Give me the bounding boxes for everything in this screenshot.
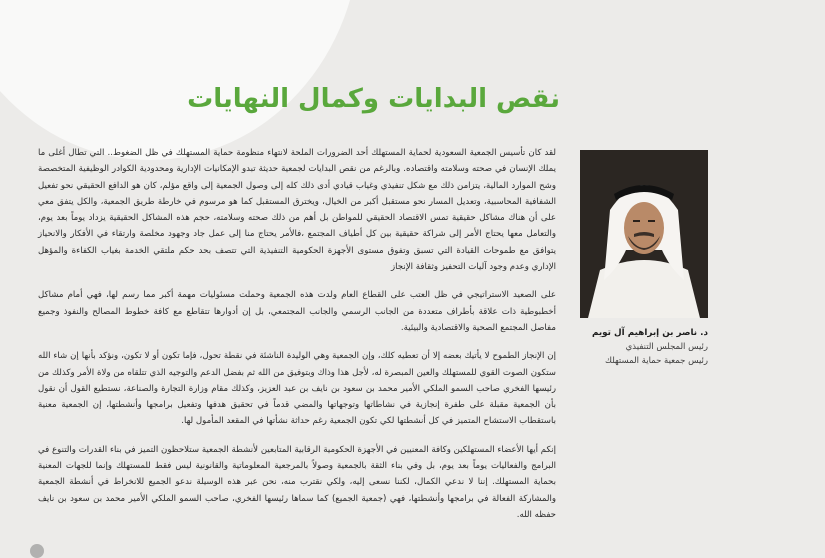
article-title: نقص البدايات وكمال النهايات — [187, 84, 560, 114]
paragraph: إنكم أيها الأعضاء المستهلكين وكافة المعنيين في الأجهزة الحكومية الرقابية المتابعين لأنشطة الجمعية ستلاحظون التميز في بناء القدرات والتنوع في البرامج والفعاليات يوماً بعد يوم، بل وفي بناء الثقة بالجمعية وصولاً بالمرجعية المعلوماتية والقانونية ليس فقط للمستهلك وإنما للجهات المعنية بحماية المستهلك. إننا لا ندعي الكمال، لكننا نسعى إليه، ولكي نقترب منه، نحن عبر هذه الوسيلة ندعو الجميع للانخراط في أنشطة الجمعية والمشاركة الفعالة في برامجها وأنشطتها، فهي (جمعية الجميع) كما سماها رئيسها الفخري، صاحب السمو الملكي الأمير محمد بن سعود بن نايف حفظه الله. — [38, 444, 556, 520]
portrait-illustration — [580, 150, 708, 318]
author-photo — [580, 150, 708, 318]
author-title-president: رئيس جمعية حماية المستهلك — [605, 356, 708, 366]
author-name: د. ناصر بن إبراهيم آل تويم — [591, 328, 708, 338]
paragraph: لقد كان تأسيس الجمعية السعودية لحماية المستهلك أحد الضرورات الملحة لانتهاء منظومة حماية المستهلك في ظل الضغوط.. التي تطال أغلى ما يملك الإنسان في صحته وسلامته واقتصاده. وبالرغم من نقص البدايات لجمعية حديثة تبدو الإمكانيات الإدارية ومحدودية الكوادر الوظيفية المتخصصة وشح الموارد المالية، يتزامن ذلك مع شكل تنفيذي وغياب قيادي أدى ذلك كله إلى وصول الجمعية إلى واقع مؤلم، كان هو الدافع الحقيقي نحو تفعيل الشفافية المحاسبية، وتعديل المسار نحو مستقبل أكبر من الخيال، ويخترق المستقبل كما هو مرسوم في خارطة طريق الجمعية، والكل يتفق معي على أن هناك مشاكل حقيقية تمس الاقتصاد الحقيقي للمواطن بل أهم من ذلك صحته وسلامته، حجم هذه المشاكل الحقيقية يزداد يوماً بعد يوم، والتعامل معها يحتاج الأمر إلى شراكة حقيقية بين كل أطياف المجتمع ،فالأمر يحتاج منا إلى عمل جاد وجهود مخلصة وارتقاء في الأفكار والانحياز يتوافق مع طموحات القيادة التي تسبق وتفوق مستوى الأجهزة الحكومية التنفيذية التي تتصف بحد حكم ملتقي الخدمة بغياب الكفاءة والمؤهل الإداري وعدم وجود آليات التحفيز وثقافة الإنجاز — [38, 148, 556, 273]
paragraph: إن الإنجاز الطموح لا يأتيك بعضه إلا أن تعطيه كلك، وإن الجمعية وهي الوليدة الناشئة في نقطة تحول، فإما تكون أو لا تكون، ونؤكد بأنها إن شاء الله ستكون الصوت القوي للمستهلك والعين المبصرة له، لأجل هذا وذاك وبتوفيق من الله ثم بفضل الدعم والتوجيه الذي تتلقاه من ولاة الأمر وكذلك من رئيسها الفخري صاحب السمو الملكي الأمير محمد بن سعود بن نايف بن عبد العزيز، وكذلك مقام وزارة التجارة والصناعة، نستطيع القول أن نقول بأن الجمعية مقبلة على طفرة إنجازية في نشاطاتها وتوجهاتها والمضي قدماً في تحقيق هدفها وتفعيل برامجها وأنشطتها، إن الجمعية معنية باستقطاب الاستشاح المتميز في كل أنشطتها لكي تكون الجمعية رغم حداثة نشأتها في المقعد المأمول لها. — [38, 351, 556, 427]
paragraph: على الصعيد الاستراتيجي في ظل العتب على القطاع العام ولدت هذه الجمعية وحملت مسئوليات مهمة أكبر مما رسم لها، فهي أمام مشاكل أخطبوطية ذات علاقة بأطراف متعددة من الجانب الرسمي والجانب المجتمعي، بل إن أدوارها تتقاطع مع كافة خطوط المصالح والنفوذ وجميع مفاصل المجتمع الصحية والاقتصادية والبيئية. — [38, 290, 556, 333]
page-number-marker — [30, 544, 44, 558]
author-title-executive: رئيس المجلس التنفيذي — [625, 342, 708, 352]
author-caption — [580, 326, 708, 368]
article-body — [38, 145, 556, 535]
decorative-corner-shape — [0, 0, 360, 160]
